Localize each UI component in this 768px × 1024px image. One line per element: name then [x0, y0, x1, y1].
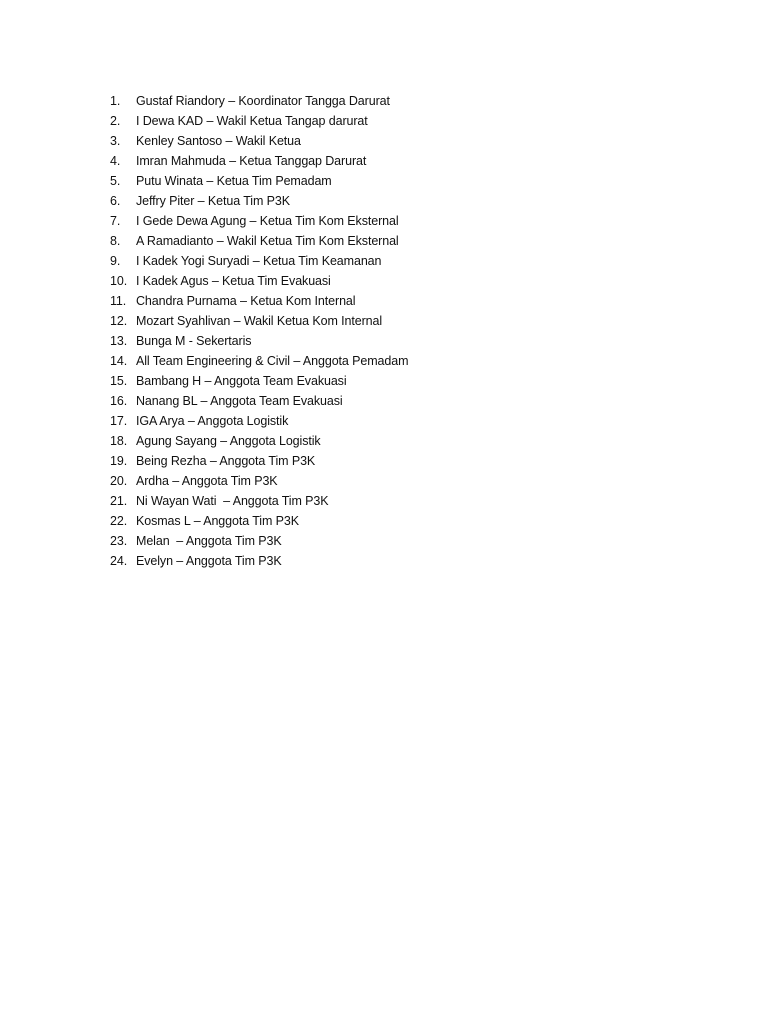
list-item-text: Being Rezha – Anggota Tim P3K: [136, 454, 316, 468]
list-item-number: 12.: [110, 314, 128, 328]
list-item-number: 2.: [110, 114, 121, 128]
list-item-text: Nanang BL – Anggota Team Evakuasi: [136, 394, 343, 408]
list-item: [110, 351, 630, 371]
list-item-number: 22.: [110, 514, 128, 528]
list-item-number: 19.: [110, 454, 128, 468]
list-item-text: Mozart Syahlivan – Wakil Ketua Kom Internal: [136, 314, 383, 328]
list-item-text: I Kadek Agus – Ketua Tim Evakuasi: [136, 274, 331, 288]
list-item: [110, 271, 630, 291]
list-item: [110, 411, 630, 431]
list-item-number: 18.: [110, 434, 128, 448]
list-item: [110, 251, 630, 271]
list-item-text: IGA Arya – Anggota Logistik: [136, 414, 289, 428]
list-item-text: Gustaf Riandory – Koordinator Tangga Darurat: [136, 94, 390, 108]
emergency-team-roster: [110, 91, 630, 571]
list-item: [110, 511, 630, 531]
list-item-text: I Dewa KAD – Wakil Ketua Tangap darurat: [136, 114, 368, 128]
list-item: [110, 491, 630, 511]
list-item: [110, 91, 630, 111]
list-item-text: Jeffry Piter – Ketua Tim P3K: [136, 194, 290, 208]
list-item-number: 24.: [110, 554, 128, 568]
list-item: [110, 211, 630, 231]
list-item-number: 11.: [110, 294, 127, 308]
list-item-text: I Kadek Yogi Suryadi – Ketua Tim Keamanan: [136, 254, 382, 268]
list-item: [110, 551, 630, 571]
list-item-number: 7.: [110, 214, 121, 228]
list-item-text: All Team Engineering & Civil – Anggota Pemadam: [136, 354, 409, 368]
list-item-number: 15.: [110, 374, 128, 388]
list-item-number: 20.: [110, 474, 128, 488]
list-item: [110, 471, 630, 491]
list-item-number: 14.: [110, 354, 128, 368]
list-item: [110, 111, 630, 131]
list-item: [110, 291, 630, 311]
list-item-number: 13.: [110, 334, 128, 348]
list-item-text: Imran Mahmuda – Ketua Tanggap Darurat: [136, 154, 367, 168]
list-item-text: A Ramadianto – Wakil Ketua Tim Kom Eksternal: [136, 234, 399, 248]
list-item-number: 21.: [110, 494, 128, 508]
list-item: [110, 431, 630, 451]
list-item-text: Chandra Purnama – Ketua Kom Internal: [136, 294, 356, 308]
list-item: [110, 391, 630, 411]
list-item-number: 3.: [110, 134, 121, 148]
list-item-text: Bambang H – Anggota Team Evakuasi: [136, 374, 347, 388]
list-item: [110, 311, 630, 331]
list-item-text: Kosmas L – Anggota Tim P3K: [136, 514, 300, 528]
list-item: [110, 151, 630, 171]
list-item-number: 8.: [110, 234, 121, 248]
list-item-number: 5.: [110, 174, 121, 188]
list-item-text: Ardha – Anggota Tim P3K: [136, 474, 278, 488]
list-item-number: 23.: [110, 534, 128, 548]
list-item: [110, 191, 630, 211]
list-item: [110, 451, 630, 471]
list-item-text: Agung Sayang – Anggota Logistik: [136, 434, 321, 448]
list-item-text: Evelyn – Anggota Tim P3K: [136, 554, 282, 568]
list-item-text: I Gede Dewa Agung – Ketua Tim Kom Eksternal: [136, 214, 399, 228]
list-item-text: Kenley Santoso – Wakil Ketua: [136, 134, 301, 148]
list-item-text: Melan – Anggota Tim P3K: [136, 534, 282, 548]
list-item: [110, 171, 630, 191]
list-item: [110, 231, 630, 251]
list-item-number: 17.: [110, 414, 128, 428]
list-item-text: Bunga M - Sekertaris: [136, 334, 252, 348]
list-item-text: Putu Winata – Ketua Tim Pemadam: [136, 174, 332, 188]
list-item: [110, 531, 630, 551]
list-item-number: 4.: [110, 154, 121, 168]
list-item-text: Ni Wayan Wati – Anggota Tim P3K: [136, 494, 329, 508]
list-item: [110, 131, 630, 151]
list-item-number: 10.: [110, 274, 128, 288]
list-item-number: 16.: [110, 394, 128, 408]
list-item-number: 9.: [110, 254, 121, 268]
list-item: [110, 371, 630, 391]
list-item-number: 1.: [110, 94, 121, 108]
list-item-number: 6.: [110, 194, 121, 208]
list-item: [110, 331, 630, 351]
